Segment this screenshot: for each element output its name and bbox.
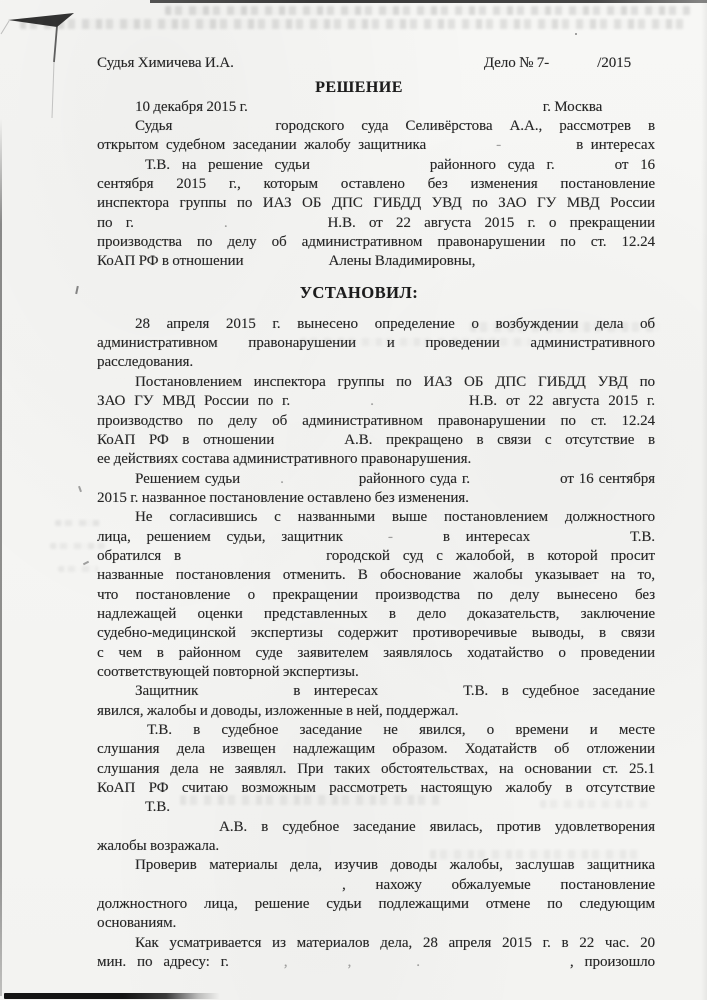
text-line <box>97 489 655 508</box>
text-line <box>97 914 655 933</box>
text-segment: Судья Химичева И.А. <box>97 55 234 71</box>
redacted-blank-space <box>248 109 543 111</box>
redacted-blank-space <box>234 65 484 67</box>
text-segment: с чем в районном суде заявителем заявлялось ходатайство о проведении <box>97 644 655 661</box>
text-line <box>97 779 655 798</box>
text-line <box>97 818 655 837</box>
text-line <box>97 334 655 353</box>
text-segment: расследования. <box>97 354 194 371</box>
faint-scan-mark: . <box>416 954 420 971</box>
text-segment: Алены Владимировны, <box>328 253 476 270</box>
text-segment: от 16 <box>614 156 655 173</box>
text-line <box>97 934 655 953</box>
text-segment: районного суда г. <box>429 156 555 173</box>
text-line <box>97 663 655 682</box>
text-line <box>97 175 655 194</box>
faint-scan-mark: . <box>223 214 228 231</box>
text-segment: слушания дела извещен надлежащим образом. Ходатайств об отложении <box>97 741 655 758</box>
redacted-blank-space <box>310 167 430 169</box>
text-line <box>97 624 655 643</box>
margin-mark-artifact <box>83 561 89 566</box>
text-line <box>97 547 655 566</box>
text-segment: жалобы возражала. <box>97 838 220 855</box>
text-line <box>97 315 655 334</box>
redacted-blank-space <box>134 225 224 227</box>
text-segment: надлежащей оценки представленных в дело доказательств, заключение <box>97 605 655 622</box>
text-segment: /2015 <box>597 55 632 71</box>
text-line <box>97 702 655 721</box>
margin-mark-artifact <box>78 486 82 492</box>
margin-mark-artifact <box>75 286 79 294</box>
text-line <box>97 528 655 547</box>
text-segment: г. Москва <box>542 98 603 115</box>
text-segment: от 16 сентября <box>560 470 655 487</box>
text-segment: Дело № 7- <box>483 55 550 71</box>
text-line <box>97 508 655 527</box>
redacted-blank-space <box>530 539 630 541</box>
text-segment: слушания дела не заявлял. При таких обстоятельствах, на основании ст. 25.1 <box>97 760 655 777</box>
text-segment: что постановление о прекращении производства по делу вынесено без <box>97 586 655 603</box>
text-line <box>97 431 655 450</box>
text-segment: производства по делу об административном правонарушении по ст. 12.24 <box>97 234 655 251</box>
redacted-blank-space <box>228 225 328 227</box>
redacted-blank-space <box>274 442 344 444</box>
text-segment: основаниям. <box>97 915 177 932</box>
redacted-blank-space <box>244 263 329 265</box>
text-segment: Не согласившись с названными выше постановлением должностного <box>135 509 655 526</box>
redacted-blank-space <box>420 964 570 966</box>
text-segment: Постановлением инспектора группы по ИАЗ ОБ ДПС ГИБДД УВД по <box>135 373 655 390</box>
redacted-blank-space <box>229 964 284 966</box>
decision-title <box>97 78 655 97</box>
text-segment: ее действиях состава административного правонарушения. <box>97 451 472 468</box>
bottom-scan-bar-artifact <box>4 993 220 999</box>
text-segment: Т.В. в судебное заседание не явился, о времени и месте <box>147 722 655 738</box>
redacted-blank-space <box>284 481 359 483</box>
text-line <box>97 760 655 779</box>
faint-scan-mark: . <box>370 393 374 410</box>
text-segment: в интересах <box>293 683 379 700</box>
text-segment: в интересах <box>576 137 655 154</box>
text-segment: производство по делу об административном правонарушении по ст. 12.24 <box>97 412 655 429</box>
text-segment: Проверив материалы дела, изучив доводы жалобы, заслушав защитника <box>135 857 655 874</box>
text-segment: по г. <box>97 214 134 231</box>
text-segment: в интересах <box>442 528 531 545</box>
faint-scan-mark: , <box>347 954 352 971</box>
top-scan-line-artifact <box>150 0 707 3</box>
right-scan-shadow <box>701 0 707 1000</box>
margin-mark-artifact <box>575 33 577 35</box>
text-segment: КоАП РФ считаю возможным рассмотреть настоящую жалобу в отсутствие <box>97 780 655 797</box>
text-segment: , нахожу обжалуемые постановление <box>342 876 655 893</box>
text-line <box>97 98 655 117</box>
text-line <box>97 373 655 392</box>
faint-scan-mark: . <box>280 470 284 487</box>
text-segment: КоАП РФ в отношении <box>97 431 275 448</box>
text-segment: административном правонарушении и проведении административного <box>97 335 655 352</box>
redacted-blank-space <box>501 147 576 149</box>
text-segment: инспектора группы по ИАЗ ОБ ДПС ГИБДД УВД по ЗАО ГУ МВД России <box>97 195 655 212</box>
text-line <box>97 450 655 469</box>
faint-scan-mark: - <box>496 137 502 154</box>
redacted-blank-space <box>549 65 597 67</box>
text-segment: 2015 г. названное постановление оставлено без изменения. <box>97 489 469 506</box>
text-segment: соответствующей повторной экспертизы. <box>97 663 359 680</box>
text-segment: Защитник <box>135 683 199 700</box>
document-text <box>97 54 655 972</box>
redacted-blank-space <box>351 964 416 966</box>
redacted-blank-space <box>426 147 496 149</box>
text-segment: явился, жалобы и доводы, изложенные в ней, поддержал. <box>97 702 459 719</box>
text-segment: Т.В. в судебное заседание <box>463 683 655 700</box>
text-segment: 10 декабря 2015 г. <box>135 98 248 115</box>
redacted-blank-space <box>374 403 469 405</box>
text-segment: районного суда г. <box>358 470 470 487</box>
text-line <box>97 837 655 856</box>
text-segment: открытом судебном заседании жалобу защитника <box>97 137 427 154</box>
redacted-blank-space <box>240 481 280 483</box>
faint-scan-mark: , <box>283 954 288 971</box>
text-segment: сентября 2015 г., которым оставлено без изменения постановление <box>97 176 655 193</box>
text-line <box>97 586 655 605</box>
text-segment: Как усматривается из материалов дела, 28 апреля 2015 г. в 22 час. 20 <box>135 934 655 951</box>
text-line <box>97 353 655 372</box>
text-segment: А.В. прекращено в связи с отсутствие в <box>344 431 655 448</box>
redacted-blank-space <box>393 539 443 541</box>
redacted-blank-space <box>343 539 388 541</box>
text-segment: городского суда Селивёрстова А.А., рассмотрев в <box>275 118 655 135</box>
text-segment: Т.В. <box>145 799 170 816</box>
bleed-through-smudge <box>58 566 98 572</box>
text-segment: Судья <box>135 118 173 135</box>
text-line <box>97 117 655 136</box>
redacted-blank-space <box>288 964 348 966</box>
text-line <box>97 470 655 489</box>
text-line <box>97 798 655 817</box>
redacted-blank-space <box>172 128 275 130</box>
text-line <box>97 233 655 252</box>
text-segment: должностного лица, решение судьи подлежащими отмене по следующим <box>97 896 655 913</box>
text-segment: Н.В. от 22 августа 2015 г. о прекращении <box>327 214 655 231</box>
text-segment: Н.В. от 22 августа 2015 г. <box>468 393 655 410</box>
text-segment: Решением судьи <box>135 470 241 487</box>
text-segment: названные постановления отменить. В обоснование жалобы указывает на то, <box>97 567 655 584</box>
text-segment: КоАП РФ в отношении <box>97 253 244 270</box>
section-heading <box>97 283 655 303</box>
text-segment: , произошло <box>569 954 655 971</box>
text-line <box>97 566 655 585</box>
text-segment: мин. по адресу: г. <box>97 954 229 971</box>
text-line <box>97 644 655 663</box>
text-line <box>97 392 655 411</box>
redacted-blank-space <box>181 558 326 560</box>
text-segment: УСТАНОВИЛ: <box>299 282 419 302</box>
redacted-blank-space <box>470 481 560 483</box>
bleed-through-smudge <box>55 520 100 526</box>
left-scan-edge-line <box>0 118 2 996</box>
text-line <box>97 682 655 701</box>
text-line <box>97 412 655 431</box>
text-segment: Т.В. <box>630 528 655 545</box>
text-line <box>97 54 655 73</box>
redacted-blank-space <box>290 403 370 405</box>
bleed-through-smudge <box>165 6 690 15</box>
text-line <box>97 895 655 914</box>
text-segment: РЕШЕНИЕ <box>315 79 403 97</box>
text-line <box>97 156 655 175</box>
text-line <box>97 721 655 740</box>
text-segment: лица, решением судьи, защитник <box>97 528 343 545</box>
text-line <box>97 856 655 875</box>
text-segment: 28 апреля 2015 г. вынесено определение о возбуждении дела об <box>135 315 655 332</box>
text-line <box>97 194 655 213</box>
text-line <box>97 214 655 233</box>
text-line <box>97 252 655 271</box>
text-line <box>97 605 655 624</box>
text-segment: А.В. в судебное заседание явилась, против удовлетворения <box>219 818 655 835</box>
text-line <box>97 876 655 895</box>
redacted-blank-space <box>378 693 463 695</box>
text-segment: городской суд с жалобой, в которой просит <box>326 547 655 564</box>
redacted-blank-space <box>198 693 293 695</box>
text-segment: Т.В. на решение судьи <box>145 156 310 173</box>
text-line <box>97 136 655 155</box>
redacted-blank-space <box>555 167 615 169</box>
text-line <box>97 953 655 972</box>
faint-scan-mark: - <box>387 528 393 545</box>
text-segment: обратился в <box>97 547 182 564</box>
text-segment: судебно-медицинской экспертизы содержит противоречивые выводы, в связи <box>97 625 655 642</box>
text-segment: ЗАО ГУ МВД России по г. <box>97 393 291 410</box>
text-line <box>97 740 655 759</box>
